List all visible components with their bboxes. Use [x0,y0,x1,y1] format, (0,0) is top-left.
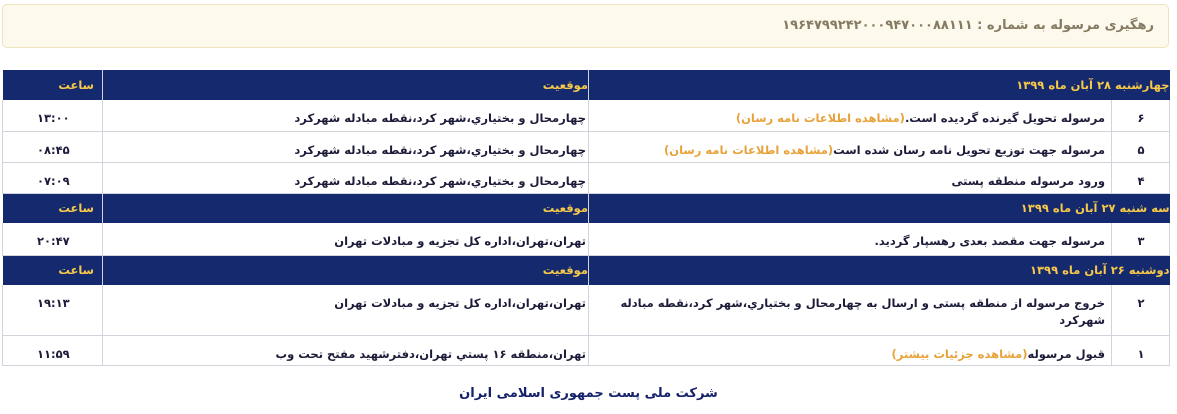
time-column-header: ساعت [3,255,103,285]
event-location: چهارمحال و بختياري،شهر كرد،نقطه مبادله شهركرد [103,131,589,162]
event-index: ۴ [1112,162,1170,193]
footer-company-name: شرکت ملی پست جمهوری اسلامی ایران [459,386,718,401]
event-index: ۱ [1112,335,1170,365]
event-description: مرسوله جهت مقصد بعدی رهسپار گردید. [589,223,1112,255]
event-row [3,335,1170,365]
event-time: ۱۳:۰۰ [3,100,103,131]
day-date: چهارشنبه ۲۸ آبان ماه ۱۳۹۹ [589,70,1170,100]
day-header-row [3,70,1170,100]
event-location: تهران،منطقه ۱۶ پستي تهران،دفترشهيد مفتح تحت وب [103,335,589,365]
event-description: خروج مرسوله از منطقه پستی و ارسال به چهارمحال و بختياري،شهر كرد،نقطه مبادله شهركرد [589,285,1112,335]
courier-info-link[interactable]: (مشاهده اطلاعات نامه رسان) [664,142,834,157]
event-description: مرسوله جهت توزیع تحویل نامه رسان شده است(مشاهده اطلاعات نامه رسان) [589,131,1112,162]
tracking-title: رهگیری مرسوله به شماره : ۱۹۶۴۷۹۹۲۴۲۰۰۰۹۴۷۰۰۰۸۸۱۱۱ [782,18,1154,33]
event-location: تهران،تهران،اداره کل تجزیه و مبادلات تهران [103,285,589,335]
event-time: ۱۹:۱۳ [3,285,103,335]
event-time: ۲۰:۴۷ [3,223,103,255]
event-description: مرسوله تحویل گیرنده گردیده است.(مشاهده اطلاعات نامه رسان) [589,100,1112,131]
more-details-link[interactable]: (مشاهده جزئیات بیشتر) [891,346,1028,361]
event-row [3,162,1170,193]
courier-info-link[interactable]: (مشاهده اطلاعات نامه رسان) [735,111,905,125]
event-row [3,223,1170,255]
event-time: ۰۷:۰۹ [3,162,103,193]
event-row [3,285,1170,335]
location-column-header: موقعیت [103,70,589,100]
event-description: ورود مرسوله منطقه پستی [589,162,1112,193]
event-index: ۵ [1112,131,1170,162]
day-date: دوشنبه ۲۶ آبان ماه ۱۳۹۹ [589,255,1170,285]
day-header-row [3,193,1170,223]
day-header-row [3,255,1170,285]
event-location: چهارمحال و بختياري،شهر كرد،نقطه مبادله شهركرد [103,162,589,193]
tracking-table [2,70,1170,366]
event-index: ۶ [1112,100,1170,131]
event-location: تهران،تهران،اداره کل تجزیه و مبادلات تهران [103,223,589,255]
event-time: ۰۸:۴۵ [3,131,103,162]
event-row [3,131,1170,162]
time-column-header: ساعت [3,70,103,100]
event-description: قبول مرسوله(مشاهده جزئیات بیشتر) [589,335,1112,365]
time-column-header: ساعت [3,193,103,223]
tracking-banner [2,4,1169,48]
event-row [3,100,1170,131]
event-time: ۱۱:۵۹ [3,335,103,365]
location-column-header: موقعیت [103,255,589,285]
event-index: ۲ [1112,285,1170,335]
location-column-header: موقعیت [103,193,589,223]
event-index: ۳ [1112,223,1170,255]
day-date: سه شنبه ۲۷ آبان ماه ۱۳۹۹ [589,193,1170,223]
event-location: چهارمحال و بختياري،شهر كرد،نقطه مبادله شهركرد [103,100,589,131]
